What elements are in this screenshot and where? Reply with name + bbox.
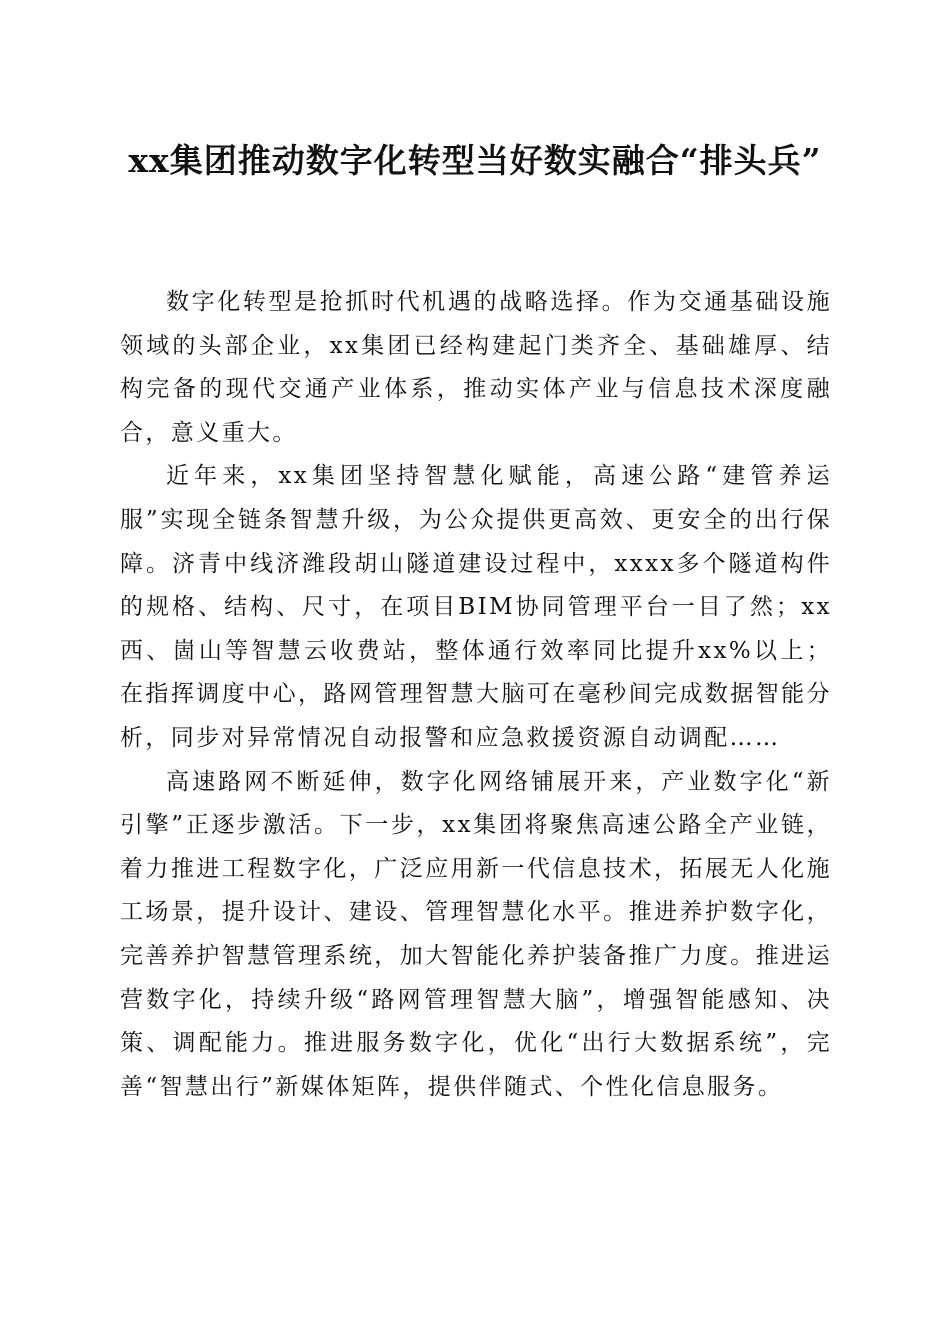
paragraph-next-steps: 高速路网不断延伸，数字化网络铺展开来，产业数字化“新引擎”正逐步激活。下一步，xx集团将聚焦高速公路全产业链，着力推进工程数字化，广泛应用新一代信息技术，拓展无人化施工场景，提升设计、建设、管理智慧化水平。推进养护数字化，完善养护智慧管理系统，加大智能化养护装备推广力度。推进运营数字化，持续升级“路网管理智慧大脑”，增强智能感知、决策、调配能力。推进服务数字化，优化“出行大数据系统”，完善“智慧出行”新媒体矩阵，提供伴随式、个性化信息服务。 [120,768,832,1100]
document-title: xx集团推动数字化转型当好数实融合“排头兵” [128,141,822,180]
document-body [120,281,832,1109]
paragraph-achievements: 近年来，xx集团坚持智慧化赋能，高速公路“建管养运服”实现全链条智慧升级，为公众提供更高效、更安全的出行保障。济青中线济潍段胡山隧道建设过程中，xxxx多个隧道构件的规格、结构、尺寸，在项目BIM协同管理平台一目了然；xx西、崮山等智慧云收费站，整体通行效率同比提升xx%以上；在指挥调度中心，路网管理智慧大脑可在毫秒间完成数据智能分析，同步对异常情况自动报警和应急救援资源自动调配…… [120,463,832,751]
paragraph-intro: 数字化转型是抢抓时代机遇的战略选择。作为交通基础设施领域的头部企业，xx集团已经构建起门类齐全、基础雄厚、结构完备的现代交通产业体系，推动实体产业与信息技术深度融合，意义重大。 [120,289,832,446]
